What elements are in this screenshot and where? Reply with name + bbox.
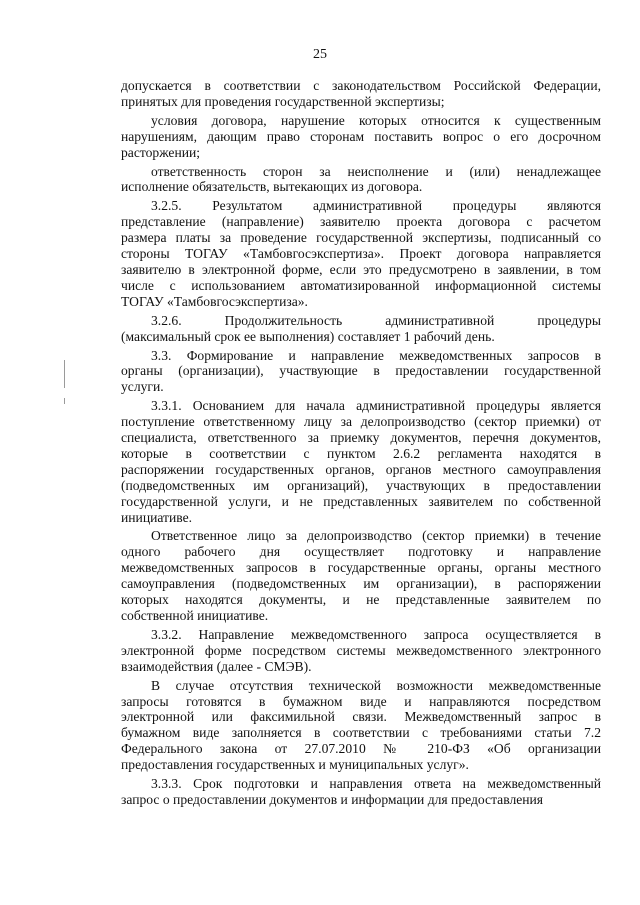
text-line: В случае отсутствия технической возможности межведомственные (151, 677, 601, 693)
text-line: размера платы за проведение государственной экспертизы, подписанный со (121, 230, 601, 246)
text-line: запросы готовятся в бумажном виде и направляются посредством (121, 693, 601, 709)
paragraph (121, 678, 601, 773)
text-line: предоставления государственных и муниципальных услуг». (121, 757, 469, 773)
document-body (121, 78, 601, 811)
paragraph (121, 313, 601, 345)
text-line: межведомственных запросов в государственные органы, органы местного (121, 560, 601, 576)
text-line: допускается в соответствии с законодательством Российской Федерации, (121, 78, 601, 93)
text-line: стороны ТОГАУ «Тамбовгосэкспертиза». Проект договора направляется (121, 246, 601, 262)
text-line: 3.3.3. Срок подготовки и направления ответа на межведомственный (151, 776, 601, 792)
text-line: (подведомственных им организаций), участвующих в предоставлении (121, 477, 601, 493)
text-line: 3.2.5. Результатом административной процедуры являются (151, 198, 601, 214)
text-line: числе с использованием автоматизированной информационной системы (121, 277, 601, 293)
text-line: расторжении; (121, 144, 201, 160)
text-line: инициативе. (121, 509, 193, 525)
text-line: заявителю в электронной форме, если это предусмотрено в заявлении, в том (121, 261, 601, 277)
paragraph (121, 348, 601, 396)
text-line: органы (организации), участвующие в предоставлении государственной (121, 363, 601, 379)
text-line: запрос о предоставлении документов и информации для предоставления (121, 791, 544, 807)
text-line: 3.3.2. Направление межведомственного запроса осуществляется в (151, 626, 601, 642)
text-line: одного рабочего дня осуществляет подготовку и направление (121, 544, 601, 560)
text-line: 3.2.6. Продолжительность административной процедуры (151, 312, 601, 328)
paragraph (121, 776, 601, 808)
text-line: (максимальный срок ее выполнения) составляет 1 рабочий день. (121, 328, 495, 344)
text-line: которых находятся документы, и не представленные заявителем по (121, 592, 601, 608)
paragraph (121, 113, 601, 161)
text-line: электронной форме посредством системы межведомственного электронного (121, 642, 601, 658)
paragraph (121, 627, 601, 675)
text-line: Ответственное лицо за делопроизводство (сектор приемки) в течение (151, 528, 601, 544)
text-line: бумажном виде заполняется в соответствии с требованиями статьи 7.2 (121, 725, 601, 741)
paragraph (121, 398, 601, 525)
scan-artifact (64, 360, 65, 388)
paragraph (121, 78, 601, 110)
text-line: поступление ответственному лицу за делопроизводство (сектор приемки) от (121, 414, 601, 430)
text-line: специалиста, ответственного за приемку документов, перечня документов, (121, 430, 601, 446)
text-line: принятых для проведения государственной экспертизы; (121, 93, 445, 109)
text-line: собственной инициативе. (121, 608, 269, 623)
text-line: распоряжении государственных органов, органов местного самоуправления (121, 461, 601, 477)
text-line: 3.3. Формирование и направление межведомственных запросов в (151, 347, 601, 363)
text-line: электронной или факсимильной связи. Межведомственный запрос в (121, 709, 601, 725)
text-line: Федерального закона от 27.07.2010 № 210-ФЗ «Об организации (121, 741, 601, 757)
text-line: взаимодействия (далее - СМЭВ). (121, 658, 312, 674)
paragraph (121, 198, 601, 309)
text-line: услуги. (121, 379, 164, 395)
text-line: ответственность сторон за неисполнение и (или) ненадлежащее (151, 163, 601, 179)
paragraph (121, 528, 601, 623)
text-line: нарушениям, дающим право сторонам поставить вопрос о его досрочном (121, 128, 601, 144)
scan-artifact (64, 398, 65, 404)
text-line: государственной услуги, и не представленных заявителем по собственной (121, 493, 601, 509)
page-number: 25 (313, 47, 327, 62)
text-line: 3.3.1. Основанием для начала административной процедуры является (151, 398, 601, 414)
text-line: которые в соответствии с пунктом 2.6.2 регламента находятся в (121, 445, 601, 461)
text-line: представление (направление) заявителю проекта договора с расчетом (121, 214, 601, 230)
text-line: условия договора, нарушение которых относится к существенным (151, 112, 601, 128)
paragraph (121, 164, 601, 196)
text-line: ТОГАУ «Тамбовгосэкспертиза». (121, 293, 308, 309)
text-line: самоуправления (подведомственных им организации), в распоряжении (121, 576, 601, 592)
text-line: исполнение обязательств, вытекающих из договора. (121, 179, 423, 195)
